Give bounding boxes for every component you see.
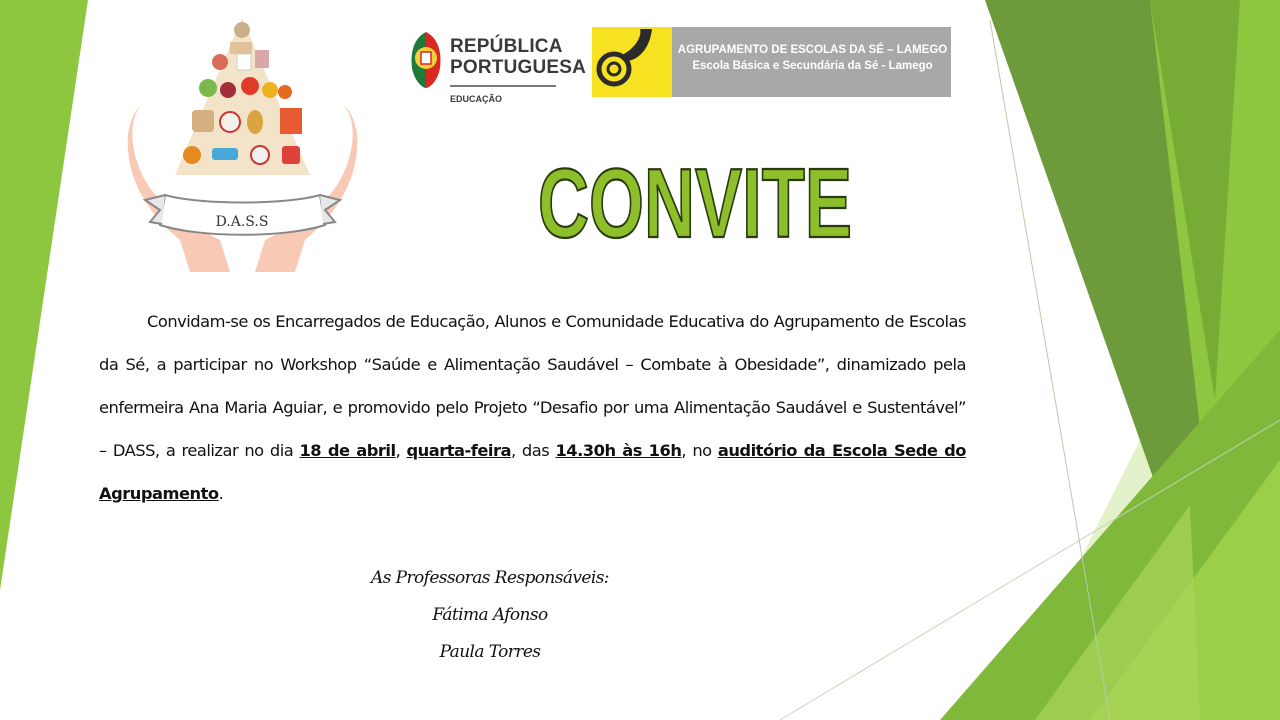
page-title [520, 140, 870, 258]
event-date: 18 de abril [299, 441, 396, 460]
republica-portuguesa-text [450, 36, 586, 78]
agrupamento-logo [592, 27, 951, 97]
portuguese-shield-icon [408, 30, 444, 90]
republica-subtitle: EDUCAÇÃO [450, 94, 503, 104]
agrupamento-emblem [592, 27, 672, 97]
left-green-shape [0, 0, 88, 590]
republica-portuguesa-logo [408, 30, 587, 110]
agrupamento-line2: Escola Básica e Secundária da Sé - Lamego [692, 60, 933, 72]
agrupamento-line1: AGRUPAMENTO DE ESCOLAS DA SÉ – LAMEGO [677, 44, 948, 56]
invitation-text: Convidam-se os Encarregados de Educação, Alunos e Comunidade Educativa do Agrupamento de Escolas da Sé, a participar no Workshop “Saúde e Alimentação Saudável – Combate à Obesidade”, dinamizado pela enfermeira Ana Maria Aguiar, e promovido pelo Projeto “Desafio por uma Alimentação Saudável e Sustentável” – DASS, a realizar no dia [99, 312, 966, 460]
title-text: CONVITE [538, 148, 852, 258]
dass-logo [120, 10, 365, 272]
yellow-circle-emblem-icon [592, 27, 672, 97]
republica-line1: REPÚBLICA [450, 36, 563, 57]
signature-name-1: Fátima Afonso [432, 605, 548, 625]
republica-divider [450, 85, 556, 87]
invitation-paragraph: Convidam-se os Encarregados de Educação, Alunos e Comunidade Educativa do Agrupamento de Escolas da Sé, a participar no Workshop “Saúde e Alimentação Saudável – Combate à Obesidade”, dinamizado pela enfermeira Ana Maria Aguiar, e promovido pelo Projeto “Desafio por uma Alimentação Saudável e Sustentável” – DASS, a realizar no dia 18 de abril, quarta-feira, das 14.30h às 16h, no auditório da Escola Sede do Agrupamento. [99, 312, 966, 503]
event-place: auditório da Escola Sede do Agrupamento [99, 441, 966, 503]
signature-block [330, 560, 650, 671]
event-time: 14.30h às 16h [555, 441, 682, 460]
signature-name-2: Paula Torres [439, 642, 541, 662]
event-weekday: quarta-feira [406, 441, 512, 460]
agrupamento-text [674, 42, 951, 74]
dass-banner-text: D.A.S.S [215, 214, 269, 230]
signature-label: As Professoras Responsáveis: [371, 568, 609, 588]
republica-line2: PORTUGUESA [450, 57, 587, 78]
